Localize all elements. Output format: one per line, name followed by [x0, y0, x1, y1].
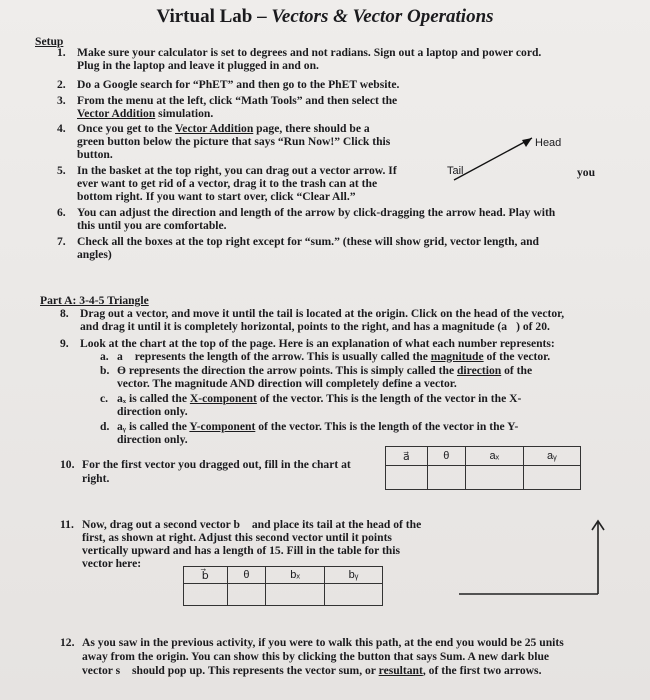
sub-c-num: c. [100, 392, 109, 405]
setup-3-num: 3. [57, 94, 66, 107]
sub-c-post: of the vector. This is the length of the vector in the X- [256, 392, 522, 405]
setup-3-after: simulation. [155, 107, 214, 120]
answer-a-x[interactable] [465, 466, 523, 490]
item-8-line2: and drag it until it is completely horizontal, points to the right, and has a magnitude (a⃗) of 20. [80, 320, 550, 333]
diagram-arrowhead [522, 138, 532, 147]
setup-4-line2: green button below the picture that says “Run Now!” Click this [77, 135, 391, 148]
sub-b-post: of the [501, 364, 533, 377]
item-11-line1: Now, drag out a second vector b⃗ and place its tail at the head of the [82, 518, 422, 531]
item-11-num: 11. [60, 518, 74, 531]
item-11-line4: vector here: [82, 557, 142, 570]
setup-2-num: 2. [57, 78, 66, 91]
col-a-theta: θ [427, 447, 465, 466]
item-9-num: 9. [60, 337, 69, 350]
resultant-term: resultant [378, 664, 423, 677]
setup-5-line2: ever want to get rid of a vector, drag it to the trash can at the [77, 177, 378, 190]
item-10-line1: For the first vector you dragged out, fill in the chart at [82, 458, 351, 471]
sub-d-pre: aᵧ is called the [117, 420, 190, 433]
setup-1-line2: Plug in the laptop and leave it plugged in and on. [77, 59, 319, 72]
setup-2-line1: Do a Google search for “PhET” and then go to the PhET website. [77, 78, 400, 91]
setup-4-line3: button. [77, 148, 113, 161]
setup-5-line1: In the basket at the top right, you can drag out a vector arrow. If [77, 164, 397, 177]
vector-a-header-row [386, 447, 581, 466]
item-12-line2: away from the origin. You can show this by clicking the button that says Sum. A new dark blue [82, 650, 550, 663]
col-b-magnitude: b⃗ [184, 567, 228, 584]
sub-b-line2: vector. The magnitude AND direction will completely define a vector. [117, 377, 457, 390]
item-11-line3: vertically upward and has a length of 15. Fill in the table for this [82, 544, 400, 557]
item-10-line2: right. [82, 472, 110, 485]
item-12-post: , of the first two arrows. [422, 664, 542, 677]
sub-d-post: of the vector. This is the length of the vector in the Y- [255, 420, 519, 433]
answer-a-theta[interactable] [427, 466, 465, 490]
vector-sum-diagram [455, 508, 615, 608]
answer-a-magnitude[interactable] [386, 466, 428, 490]
setup-1-line1: Make sure your calculator is set to degrees and not radians. Sign out a laptop and power cord. [77, 46, 542, 59]
sub-a-pre: a⃗ represents the length of the arrow. This is usually called the [117, 350, 431, 363]
item-12-pre: vector s⃗ should pop up. This represents the vector sum, or [82, 664, 379, 677]
item-10-num: 10. [60, 458, 75, 471]
setup-6-line2: this until you are comfortable. [77, 219, 227, 232]
setup-4-line1 [77, 122, 370, 135]
setup-heading: Setup [35, 35, 64, 48]
vector-b-header-row [184, 567, 383, 584]
sub-b-line1 [117, 364, 532, 377]
sub-c-pre: aₓ is called the [117, 392, 190, 405]
item-12-line3 [82, 664, 541, 677]
item-9-line1: Look at the chart at the top of the page. Here is an explanation of what each number represents: [80, 337, 555, 350]
setup-7-line2: angles) [77, 248, 112, 261]
col-b-theta: θ [227, 567, 266, 584]
answer-b-magnitude[interactable] [184, 584, 228, 606]
x-component-term: X-component [189, 392, 257, 405]
setup-3-line2 [77, 107, 213, 120]
sub-c-line1 [117, 392, 521, 405]
item-11-line2: first, as shown at right. Adjust this second vector until it points [82, 531, 392, 544]
sub-a-line1 [117, 350, 550, 363]
sub-a-num: a. [100, 350, 109, 363]
sub-d-line1 [117, 420, 518, 433]
setup-4-num: 4. [57, 122, 66, 135]
diagram-head-label: Head [535, 137, 562, 149]
item-8-num: 8. [60, 307, 69, 320]
sub-b-num: b. [100, 364, 110, 377]
y-component-term: Y-component [189, 420, 256, 433]
item-12-num: 12. [60, 636, 75, 649]
sub-c-line2: direction only. [117, 405, 188, 418]
setup-6-num: 6. [57, 206, 66, 219]
magnitude-term: magnitude [430, 350, 484, 363]
setup-4-post: page, there should be a [253, 122, 370, 135]
col-a-y: aᵧ [523, 447, 580, 466]
vector-a-answer-row [386, 466, 581, 490]
col-a-magnitude: a⃗ [386, 447, 428, 466]
part-a-heading: Part A: 3-4-5 Triangle [40, 294, 149, 307]
setup-1-num: 1. [57, 46, 66, 59]
setup-6-line1: You can adjust the direction and length of the arrow by click-dragging the arrow head. Play with [77, 206, 556, 219]
answer-a-y[interactable] [523, 466, 580, 490]
vector-a-table [385, 446, 581, 490]
answer-b-x[interactable] [266, 584, 325, 606]
setup-5-line3: bottom right. If you want to start over, click “Clear All.” [77, 190, 356, 203]
sub-b-pre: ϴ represents the direction the arrow points. This is simply called the [117, 364, 457, 377]
col-b-x: bₓ [266, 567, 325, 584]
item-12-line1: As you saw in the previous activity, if you were to walk this path, at the end you would be 25 units [82, 636, 564, 649]
answer-b-theta[interactable] [227, 584, 266, 606]
setup-3-line1: From the menu at the left, click “Math Tools” and then select the [77, 94, 398, 107]
diagram-you-text: you [577, 166, 596, 179]
title-text: Virtual Lab – [156, 6, 272, 27]
setup-7-num: 7. [57, 235, 66, 248]
diagram-tail-label: Tail [447, 165, 464, 177]
title-italic: Vectors & Vector Operations [271, 6, 494, 27]
setup-7-line1: Check all the boxes at the top right except for “sum.” (these will show grid, vector length, and [77, 235, 540, 248]
vector-addition-link: Vector Addition [77, 107, 156, 120]
direction-term: direction [456, 364, 502, 377]
setup-5-num: 5. [57, 164, 66, 177]
col-a-x: aₓ [465, 447, 523, 466]
answer-b-y[interactable] [324, 584, 382, 606]
vector-b-table [183, 566, 383, 606]
diagram-arrow-line [454, 138, 532, 180]
page-title [0, 6, 650, 28]
sub-d-line2: direction only. [117, 433, 188, 446]
vector-b-answer-row [184, 584, 383, 606]
vector-addition-page-link: Vector Addition [175, 122, 254, 135]
col-b-y: bᵧ [324, 567, 382, 584]
setup-4-pre: Once you get to the [77, 122, 175, 135]
item-8-line1: Drag out a vector, and move it until the tail is located at the origin. Click on the head of the vector, [80, 307, 565, 320]
sub-d-num: d. [100, 420, 110, 433]
sub-a-post: of the vector. [483, 350, 551, 363]
